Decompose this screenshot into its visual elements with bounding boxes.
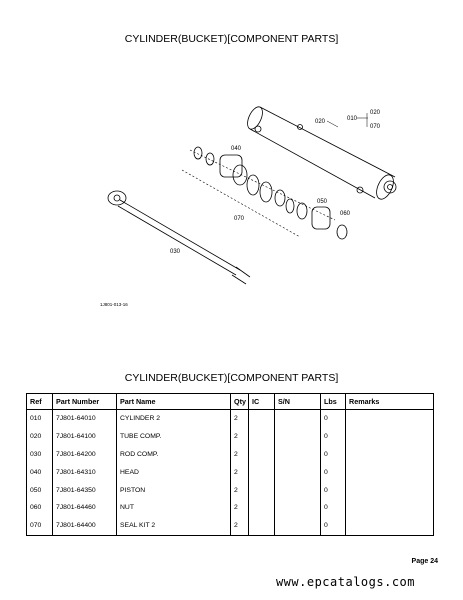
cell-ic <box>249 428 275 446</box>
cell-lbs: 0 <box>321 428 346 446</box>
cell-lbs: 0 <box>321 481 346 499</box>
cell-part-name: TUBE COMP. <box>117 428 231 446</box>
cell-remarks <box>346 428 434 446</box>
cell-part-number: 7J801-64350 <box>53 481 117 499</box>
watermark-text: www.epcatalogs.com <box>275 575 415 589</box>
cell-remarks <box>346 499 434 517</box>
cell-part-name: HEAD <box>117 463 231 481</box>
cell-ic <box>249 410 275 428</box>
table-row <box>27 410 434 428</box>
cell-ic <box>249 481 275 499</box>
callout-label: 070 <box>234 216 245 222</box>
figure-code: 1J801-013-16 <box>100 302 128 307</box>
cell-lbs: 0 <box>321 463 346 481</box>
callout-label: 030 <box>170 249 181 255</box>
cell-ref: 010 <box>27 410 53 428</box>
cell-qty: 2 <box>231 446 249 464</box>
cell-part-number: 7J801-64100 <box>53 428 117 446</box>
callout-label: 020 <box>370 110 381 116</box>
table-row <box>27 428 434 446</box>
cell-part-name: NUT <box>117 499 231 517</box>
table-row <box>27 499 434 517</box>
callout-label: 020 <box>315 119 326 125</box>
column-header-part-name: Part Name <box>117 394 231 410</box>
cell-lbs: 0 <box>321 446 346 464</box>
piston-rod-drawing <box>108 191 250 284</box>
cell-ic <box>249 446 275 464</box>
cell-part-name: CYLINDER 2 <box>117 410 231 428</box>
cell-part-name: PISTON <box>117 481 231 499</box>
page-title: CYLINDER(BUCKET)[COMPONENT PARTS] <box>124 33 339 45</box>
table-title: CYLINDER(BUCKET)[COMPONENT PARTS] <box>124 372 339 384</box>
column-header-sn: S/N <box>275 394 321 410</box>
callout-label: 040 <box>231 146 242 152</box>
cell-qty: 2 <box>231 463 249 481</box>
cell-part-name: SEAL KIT 2 <box>117 517 231 535</box>
column-header-qty: Qty <box>231 394 249 410</box>
cell-ref: 020 <box>27 428 53 446</box>
column-header-part-number: Part Number <box>53 394 117 410</box>
table-header-row <box>27 394 434 410</box>
cell-ic <box>249 463 275 481</box>
column-header-lbs: Lbs <box>321 394 346 410</box>
cell-sn <box>275 410 321 428</box>
cell-qty: 2 <box>231 428 249 446</box>
callout-label: 050 <box>317 199 328 205</box>
cell-sn <box>275 481 321 499</box>
exploded-parts-diagram <box>90 95 430 320</box>
column-header-ic: IC <box>249 394 275 410</box>
table-row <box>27 463 434 481</box>
table-row <box>27 517 434 535</box>
cell-ref: 040 <box>27 463 53 481</box>
cell-lbs: 0 <box>321 517 346 535</box>
column-header-ref: Ref <box>27 394 53 410</box>
cell-part-name: ROD COMP. <box>117 446 231 464</box>
cell-ref: 070 <box>27 517 53 535</box>
cell-sn <box>275 428 321 446</box>
parts-table <box>26 393 434 536</box>
cell-qty: 2 <box>231 499 249 517</box>
cell-ref: 060 <box>27 499 53 517</box>
table-row <box>27 446 434 464</box>
cell-sn <box>275 499 321 517</box>
callout-label: 070 <box>370 124 381 130</box>
cell-lbs: 0 <box>321 499 346 517</box>
cell-sn <box>275 463 321 481</box>
cell-remarks <box>346 463 434 481</box>
cell-part-number: 7J801-64010 <box>53 410 117 428</box>
cell-remarks <box>346 517 434 535</box>
cell-part-number: 7J801-64200 <box>53 446 117 464</box>
seal-and-head-parts <box>194 147 347 239</box>
cell-lbs: 0 <box>321 410 346 428</box>
cell-qty: 2 <box>231 517 249 535</box>
cell-ic <box>249 499 275 517</box>
callout-label: 010 <box>347 116 358 122</box>
cell-part-number: 7J801-64460 <box>53 499 117 517</box>
cell-ic <box>249 517 275 535</box>
cell-qty: 2 <box>231 481 249 499</box>
cell-part-number: 7J801-64400 <box>53 517 117 535</box>
table-row <box>27 481 434 499</box>
cell-remarks <box>346 446 434 464</box>
cell-ref: 050 <box>27 481 53 499</box>
cell-sn <box>275 446 321 464</box>
cell-remarks <box>346 410 434 428</box>
callout-label: 060 <box>340 211 351 217</box>
cell-part-number: 7J801-64310 <box>53 463 117 481</box>
cell-sn <box>275 517 321 535</box>
cell-qty: 2 <box>231 410 249 428</box>
column-header-remarks: Remarks <box>346 394 434 410</box>
page-number: Page 24 <box>411 558 438 565</box>
cell-ref: 030 <box>27 446 53 464</box>
cell-remarks <box>346 481 434 499</box>
